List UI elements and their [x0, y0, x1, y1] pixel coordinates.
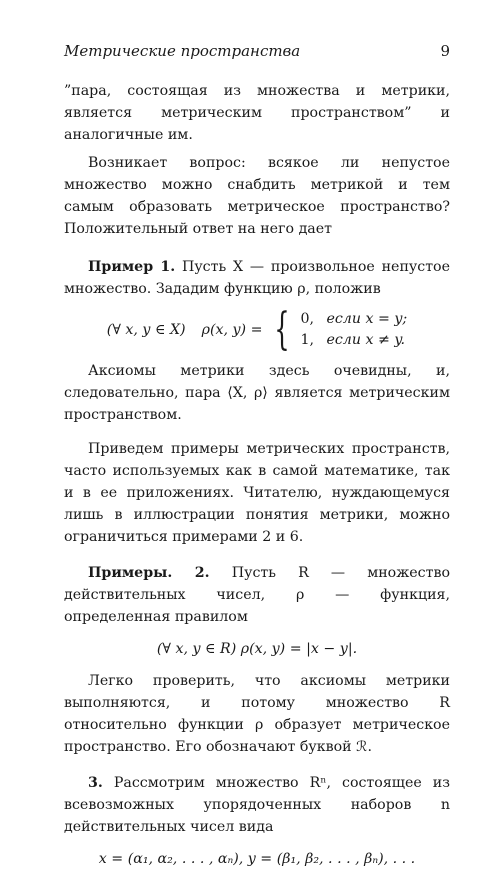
- case-1-value: 0,: [300, 311, 315, 327]
- example-2-text: Пусть R — множество действительных чисел, ρ — функция, определенная правилом: [64, 565, 450, 625]
- example-3-text: Рассмотрим множество Rⁿ, состоящее из всевозможных упорядоченных наборов n действительных чисел вида: [64, 775, 450, 835]
- paragraph-verify: Легко проверить, что аксиомы метрики выполняются, и потому множество R относительно функции ρ образует метрическое пространство. Его обозначают буквой ℛ.: [64, 673, 450, 755]
- paragraph-continuation: ”пара, состоящая из множества и метрики, является метрическим пространством” и аналогичные им.: [64, 83, 450, 143]
- paragraph-question: Возникает вопрос: всякое ли непустое множество можно снабдить метрикой и тем самым образовать метрическое пространство? Положительный ответ на него дает: [64, 155, 450, 237]
- paragraph-examples-intro: Приведем примеры метрических пространств, часто используемых как в самой математике, так и в ее приложениях. Читателю, нуждающемуся лишь в иллюстрации понятия метрики, можно ограничиться примерами 2 и 6.: [64, 441, 450, 545]
- formula-tuples: x = (α₁, α₂, . . . , αₙ), y = (β₁, β₂, . . . , βₙ), . . .: [98, 851, 416, 867]
- brace-glyph: {: [274, 304, 291, 355]
- page-header: [64, 42, 450, 60]
- example-2-label: Примеры. 2.: [88, 565, 210, 581]
- formula-piecewise: [64, 304, 450, 355]
- case-row: [300, 330, 407, 351]
- case-2-value: 1,: [300, 332, 315, 348]
- formula-1-function: ρ(x, y) =: [201, 322, 263, 338]
- formula-1-quantifier: (∀ x, y ∈ X): [106, 322, 186, 338]
- paragraph-axioms: Аксиомы метрики здесь очевидны, и, следовательно, пара ⟨X, ρ⟩ является метрическим пространством.: [64, 363, 450, 423]
- example-3: [64, 772, 450, 838]
- example-1: [64, 256, 450, 300]
- example-1-label: Пример 1.: [88, 259, 176, 275]
- case-row: [300, 309, 407, 330]
- page-body: [64, 80, 450, 880]
- running-title: Метрические пространства: [64, 42, 301, 60]
- formula-abs: (∀ x, y ∈ R) ρ(x, y) = |x − y|.: [156, 641, 358, 657]
- example-3-label: 3.: [88, 775, 103, 791]
- piecewise-cases: [268, 304, 408, 355]
- case-2-condition: если x ≠ y.: [326, 332, 406, 348]
- example-2: [64, 562, 450, 628]
- page-number: 9: [440, 42, 450, 60]
- example-1-text: Пусть X — произвольное непустое множество. Зададим функцию ρ, положив: [64, 259, 450, 297]
- case-1-condition: если x = y;: [326, 311, 408, 327]
